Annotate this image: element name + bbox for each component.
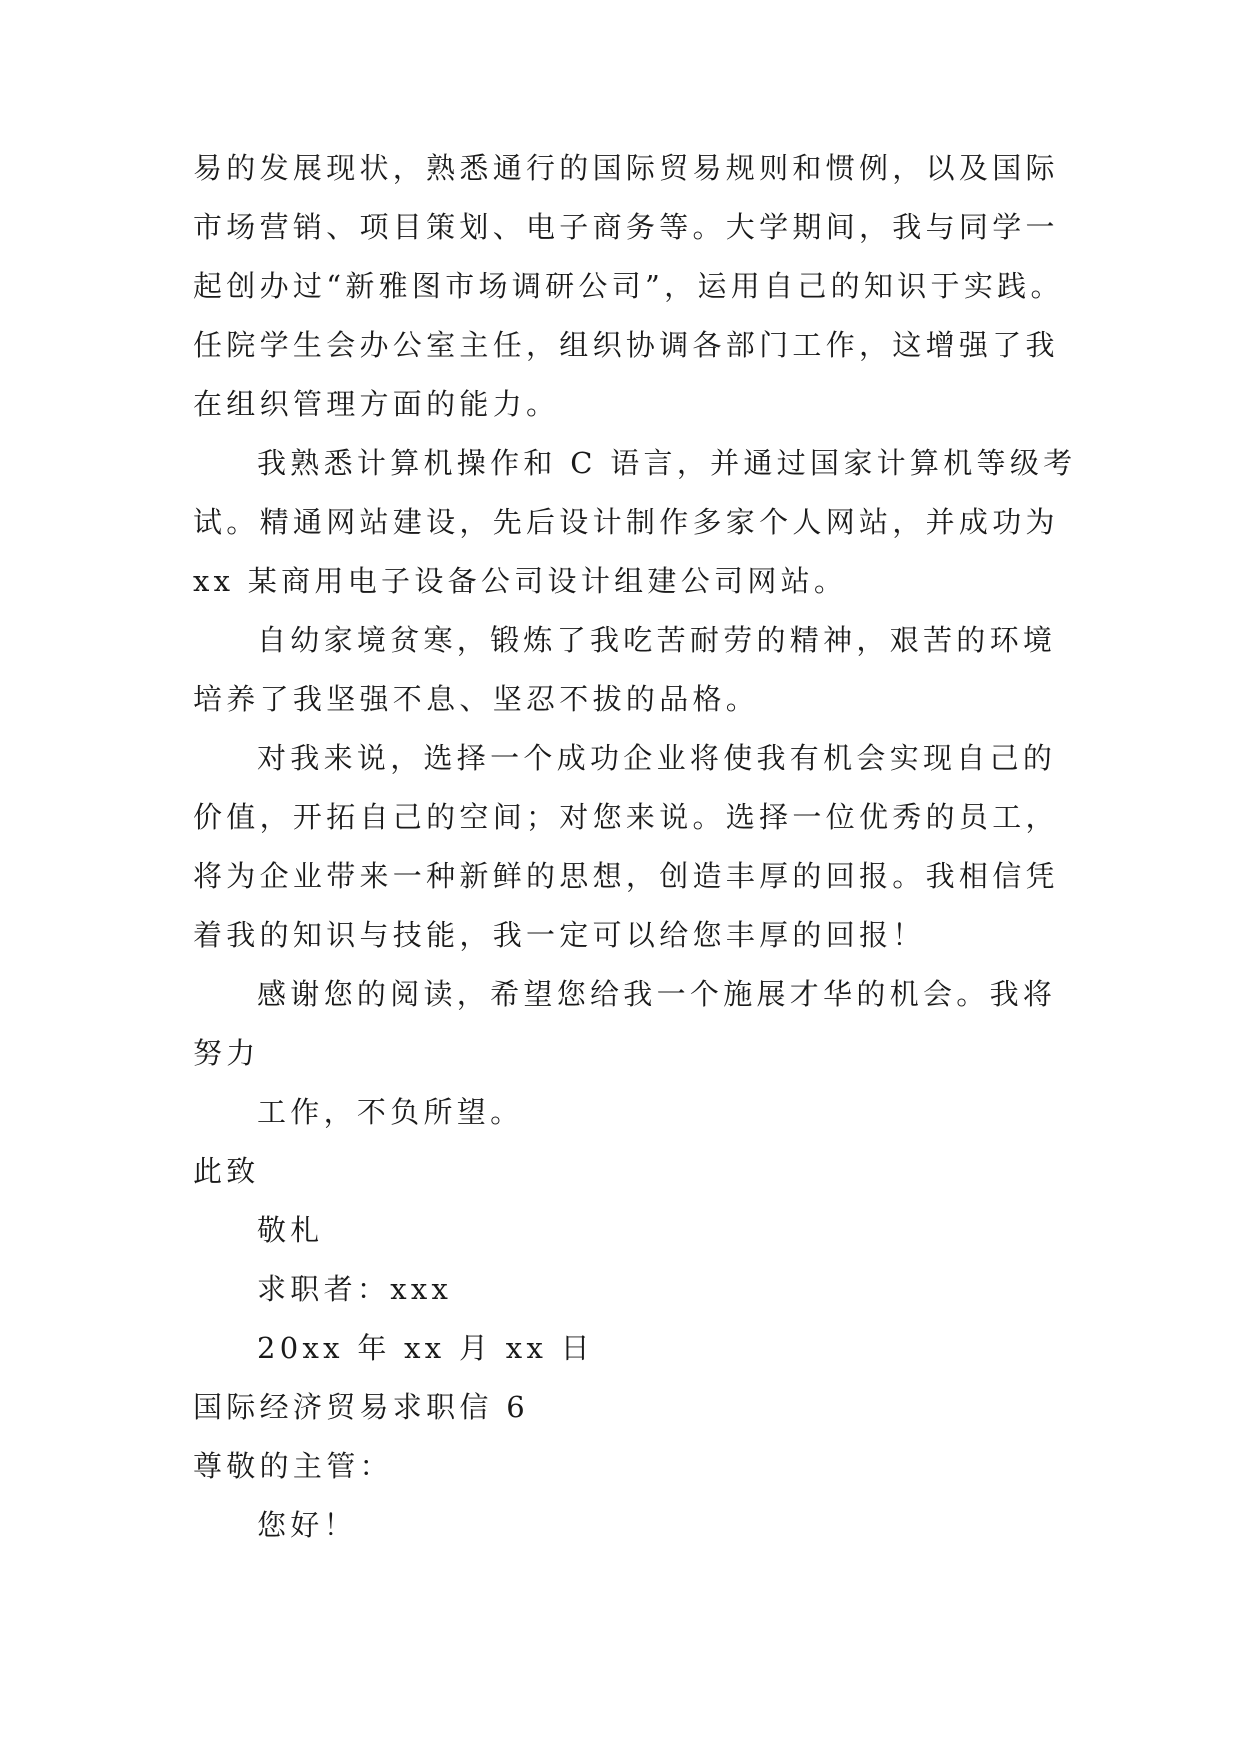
paragraph-line: 易的发展现状，熟悉通行的国际贸易规则和惯例，以及国际 bbox=[193, 151, 1059, 185]
paragraph-line: 努力 bbox=[193, 1036, 260, 1070]
paragraph-line: 将为企业带来一种新鲜的思想，创造丰厚的回报。我相信凭 bbox=[193, 859, 1059, 893]
paragraph-line: 市场营销、项目策划、电子商务等。大学期间，我与同学一 bbox=[193, 210, 1059, 244]
paragraph-line: 价值，开拓自己的空间；对您来说。选择一位优秀的员工， bbox=[193, 800, 1059, 834]
section-title: 国际经济贸易求职信 6 bbox=[193, 1390, 529, 1424]
paragraph-line: 自幼家境贫寒，锻炼了我吃苦耐劳的精神，艰苦的环境 bbox=[257, 623, 1057, 657]
greeting-hello: 您好！ bbox=[257, 1508, 357, 1542]
closing-salutation: 此致 bbox=[193, 1154, 260, 1188]
paragraph-line: 我熟悉计算机操作和 C 语言，并通过国家计算机等级考 bbox=[257, 446, 1077, 480]
signature-applicant: 求职者：xxx bbox=[257, 1272, 453, 1306]
paragraph-line: 着我的知识与技能，我一定可以给您丰厚的回报！ bbox=[193, 918, 926, 952]
closing-regards: 敬札 bbox=[257, 1213, 324, 1247]
paragraph-line: 工作，不负所望。 bbox=[257, 1095, 524, 1129]
greeting-recipient: 尊敬的主管： bbox=[193, 1449, 393, 1483]
paragraph-line: 在组织管理方面的能力。 bbox=[193, 387, 560, 421]
signature-date: 20xx 年 xx 月 xx 日 bbox=[257, 1331, 594, 1365]
paragraph-line: 试。精通网站建设，先后设计制作多家个人网站，并成功为 bbox=[193, 505, 1059, 539]
paragraph-line: 起创办过“新雅图市场调研公司”，运用自己的知识于实践。 bbox=[193, 269, 1064, 303]
paragraph-line: 感谢您的阅读，希望您给我一个施展才华的机会。我将 bbox=[257, 977, 1057, 1011]
paragraph-line: 任院学生会办公室主任，组织协调各部门工作，这增强了我 bbox=[193, 328, 1059, 362]
paragraph-line: xx 某商用电子设备公司设计组建公司网站。 bbox=[193, 564, 848, 598]
paragraph-line: 培养了我坚强不息、坚忍不拔的品格。 bbox=[193, 682, 760, 716]
paragraph-line: 对我来说，选择一个成功企业将使我有机会实现自己的 bbox=[257, 741, 1057, 775]
